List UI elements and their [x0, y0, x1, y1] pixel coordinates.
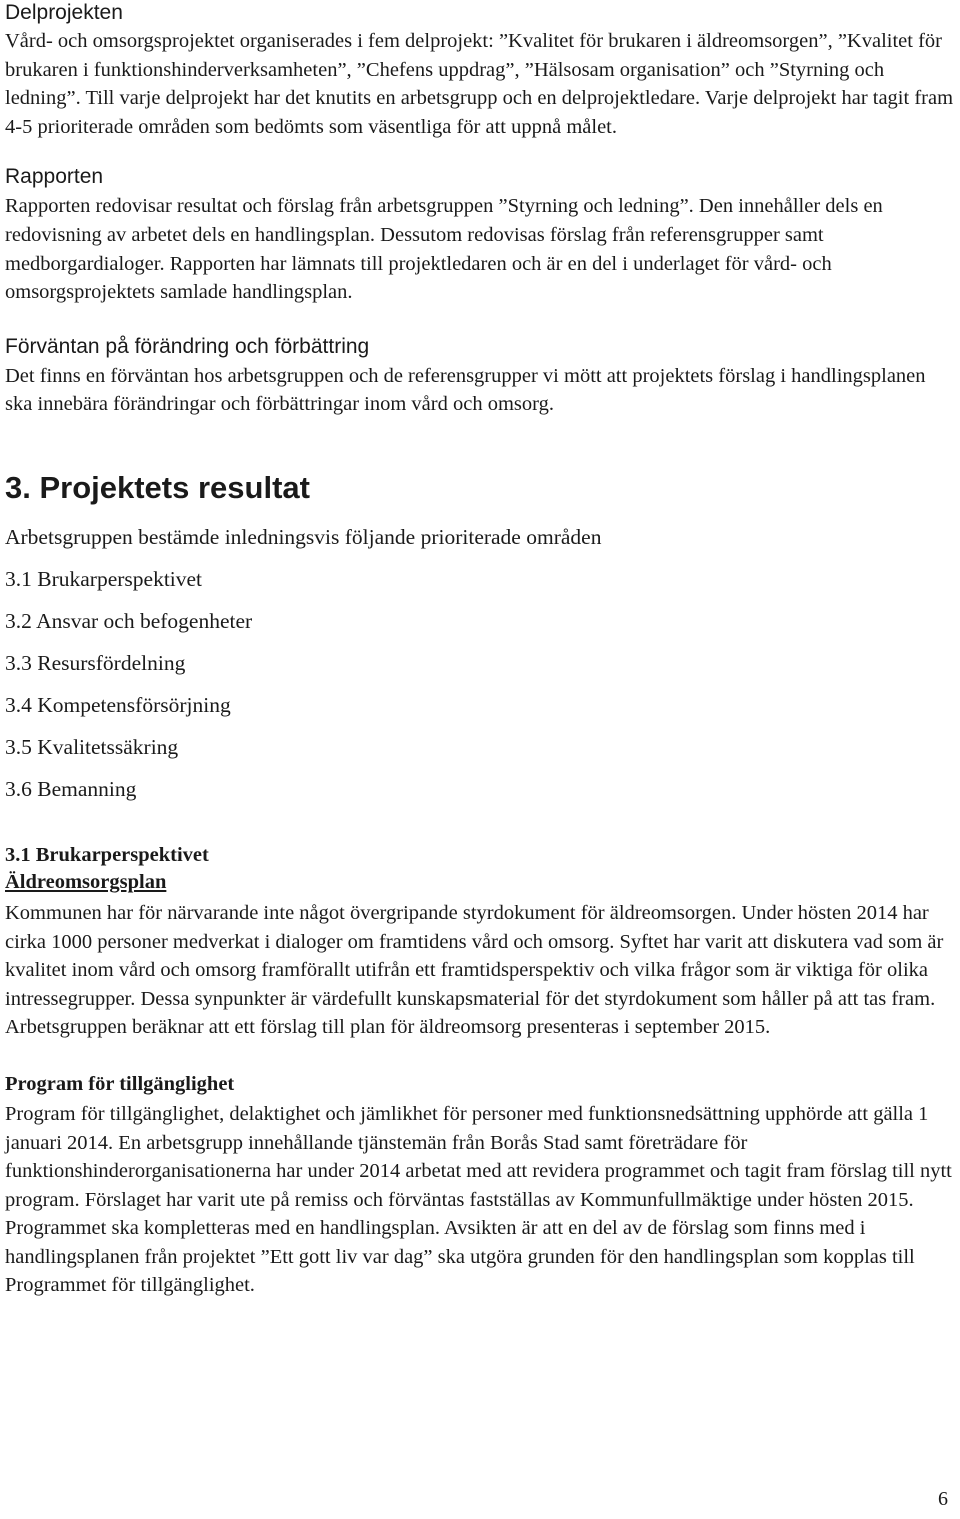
page-number: 6 [938, 1488, 948, 1510]
tillganglighet-heading: Program för tillgänglighet [5, 1072, 235, 1095]
aldreomsorgsplan-paragraph: Kommunen har för närvarande inte något övergripande styrdokument för äldreomsorgen. Under hösten 2014 har cirka 1000 personer medverkat i dialoger om framtidens vård och omsorg. Syftet har varit att diskutera vad som är kvalitet inom vård och omsorg framförallt utifrån ett framtidsperspektiv och vilka frågor som är viktiga för olika intressegrupper. Dessa synpunkter är värdefullt kunskapsmaterial för det styrdokument som håller på att tas fram. Arbetsgruppen beräknar att ett förslag till plan för äldreomsorg presenteras i september 2015. [5, 901, 944, 1039]
delprojekten-heading: Delprojekten [5, 1, 123, 24]
list-item: 3.4 Kompetensförsörjning [5, 692, 231, 717]
resultat-heading: 3. Projektets resultat [5, 469, 310, 505]
list-item: 3.6 Bemanning [5, 776, 137, 801]
resultat-intro: Arbetsgruppen bestämde inledningsvis följande prioriterade områden [5, 524, 602, 549]
brukarperspektivet-heading: 3.1 Brukarperspektivet [5, 843, 209, 866]
tillganglighet-paragraph: Program för tillgänglighet, delaktighet och jämlikhet för personer med funktionsnedsättning upphörde att gälla 1 januari 2014. En arbetsgrupp innehållande tjänstemän från Borås Stad samt företrädare för funktionshinderorganisationerna har under 2014 arbetat med att revidera programmet och tagit fram förslag till nytt program. Förslaget har varit ute på remiss och förväntas fastställas av Kommunfullmäktige under hösten 2015. Programmet ska kompletteras med en handlingsplan. Avsikten är att en del av de förslag som finns med i handlingsplanen från projektet ”Ett gott liv var dag” ska utgöra grunden för den handlingsplan som kopplas till Programmet för tillgänglighet. [5, 1102, 952, 1297]
rapporten-heading: Rapporten [5, 165, 104, 189]
list-item: 3.1 Brukarperspektivet [5, 566, 203, 591]
forvantan-paragraph: Det finns en förväntan hos arbetsgruppen och de referensgrupper vi mött att projektets förslag i handlingsplanen ska innebära förändringar och förbättringar inom vård och omsorg. [5, 364, 926, 416]
aldreomsorgsplan-subheading: Äldreomsorgsplan [5, 870, 167, 893]
forvantan-heading: Förväntan på förändring och förbättring [5, 334, 370, 358]
rapporten-paragraph: Rapporten redovisar resultat och förslag från arbetsgruppen ”Styrning och ledning”. Den innehåller dels en redovisning av arbetet dels en handlingsplan. Dessutom redovisas förslag från referensgrupper samt medborgardialoger. Rapporten har lämnats till projektledaren och är en del i underlaget för vård- och omsorgsprojektets samlade handlingsplan. [5, 195, 883, 304]
list-item: 3.5 Kvalitetssäkring [5, 734, 179, 759]
list-item: 3.3 Resursfördelning [5, 650, 186, 675]
delprojekten-paragraph: Vård- och omsorgsprojektet organiserades i fem delprojekt: ”Kvalitet för brukaren i äldreomsorgen”, ”Kvalitet för brukaren i funktionshinderverksamheten”, ”Chefens uppdrag”, ”Hälsosam organisation” och ”Styrning och ledning”. Till varje delprojekt har det knutits en arbetsgrupp och en delprojektledare. Varje delprojekt har tagit fram 4-5 prioriterade områden som bedömts som väsentliga för att uppnå målet. [5, 30, 954, 138]
document-page [5, 0, 955, 1300]
list-item: 3.2 Ansvar och befogenheter [5, 608, 253, 633]
priority-areas-list [5, 558, 955, 810]
